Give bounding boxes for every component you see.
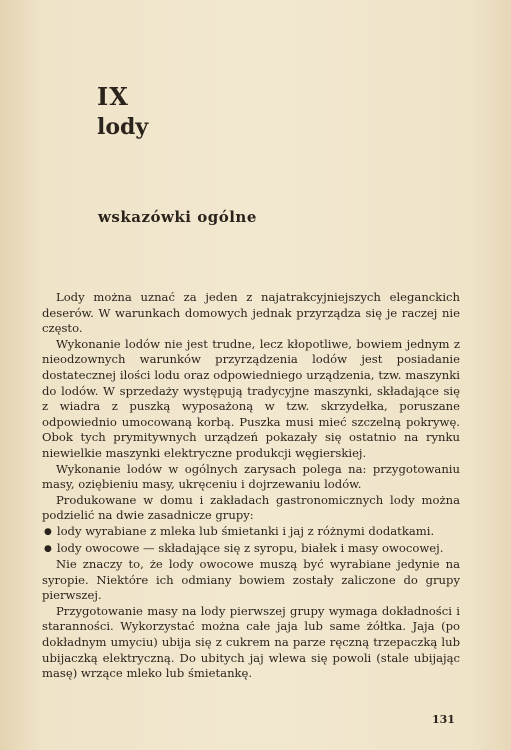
section-title: wskazówki ogólne [98,208,257,226]
paragraph: Lody można uznać za jeden z najatrakcyjniejszych eleganckich deserów. W warunkach domowych jednak przyrządza się je raczej nie często. [42,290,460,336]
chapter-title: lody [97,114,149,140]
body-text [42,290,460,682]
paragraph: Wykonanie lodów nie jest trudne, lecz kłopotliwe, bowiem jednym z nieodzownych warunków przyrządzenia lodów jest posiadanie dostatecznej ilości lodu oraz odpowiedniego urządzenia, tzw. maszynki do lodów. W sprzedaży występują tradycyjne maszynki, składające się z wiadra z puszką wyposażoną w tzw. skrzydełka, poruszane odpowiednio umocowaną korbą. Puszka musi mieć szczelną pokrywę. Obok tych prymitywnych urządzeń pokazały się ostatnio na rynku niewielkie maszynki elektryczne produkcji węgierskiej. [42,336,460,460]
bullet-icon: ● [44,526,52,537]
paragraph: Przygotowanie masy na lody pierwszej grupy wymaga dokładności i staranności. Wykorzystać można całe jaja lub same żółtka. Jaja (po dokładnym umyciu) ubija się z cukrem na parze ręczną trzepaczką lub ubijaczką elektryczną. Do ubitych jaj wlewa się powoli (stale ubijając masę) wrzące mleko lub śmietankę. [42,603,460,681]
bullet-icon: ● [44,543,52,554]
bullet-text: lody wyrabiane z mleka lub śmietanki i jaj z różnymi dodatkami. [56,523,435,538]
bullet-text: lody owocowe — składające się z syropu, białek i masy owocowej. [56,540,444,555]
chapter-number: IX [97,82,129,111]
paragraph: Nie znaczy to, że lody owocowe muszą być wyrabiane jedynie na syropie. Niektóre ich odmiany bowiem zostały zaliczone do grupy pierwszej. [42,557,460,603]
bullet-item [42,541,460,558]
page-number: 131 [432,713,455,726]
paragraph: Produkowane w domu i zakładach gastronomicznych lody można podzielić na dwie zasadnicze grupy: [42,492,460,523]
bullet-item [42,524,460,541]
paragraph: Wykonanie lodów w ogólnych zarysach polega na: przygotowaniu masy, oziębieniu masy, ukręceniu i dojrzewaniu lodów. [42,461,460,492]
